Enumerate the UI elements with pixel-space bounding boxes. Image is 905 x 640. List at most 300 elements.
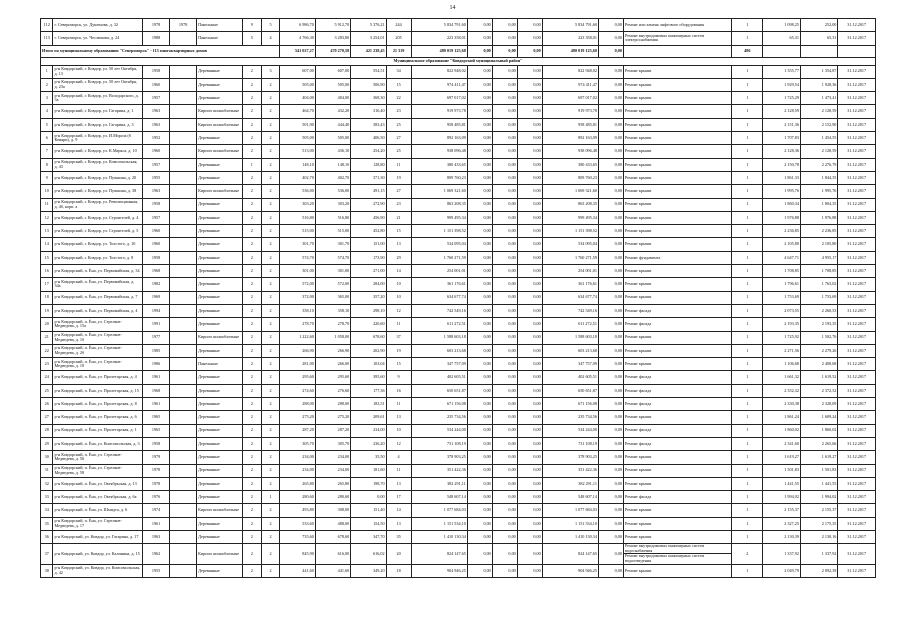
cell-p2: 2 328,09 [800, 398, 837, 411]
cell-fl: 2 [242, 185, 261, 198]
summary-cost: 480 019 125,68 [411, 45, 467, 57]
cell-work: Ремонт фундамента [623, 251, 731, 264]
cell-a2: 436,10 [315, 145, 350, 158]
cell-fl: 2 [242, 132, 261, 145]
cell-f1: 0,00 [467, 358, 492, 371]
cell-f4: 824 147,65 [542, 544, 598, 564]
cell-u: 1 [732, 225, 763, 238]
cell-p2: 1 976,88 [800, 211, 837, 224]
cell-wall: Панельные [197, 19, 243, 32]
cell-a3: 3 254,01 [351, 32, 386, 45]
cell-a3: 181,60 [351, 464, 386, 477]
cell-f3: 0,00 [517, 158, 542, 171]
cell-work: Ремонт фасада [623, 384, 731, 397]
cell-a2: 515,00 [315, 225, 350, 238]
cell-y1: 1955 [143, 171, 170, 184]
cell-n: 21 [41, 331, 53, 344]
cell-cost: 1 069 321,60 [411, 185, 467, 198]
cell-addr: р-н Ковдорский, г. Ковдор, ул. Гагарина, д. 1 [53, 105, 143, 118]
cell-f4: 809 760,23 [542, 171, 598, 184]
cell-f5: 0,00 [598, 564, 623, 577]
cell-addr: р-н Ковдорский, г. Ковдор, ул. 50 лет Октября, д. 23а [53, 78, 143, 91]
cell-addr: р-н Ковдорский, п. Ёна, ул. Пролетарская, д. 8 [53, 398, 143, 411]
cell-f4: 548 607,14 [542, 491, 598, 504]
cell-a2: 574,70 [315, 251, 350, 264]
cell-u: 1 [732, 265, 763, 278]
table-row [41, 19, 876, 32]
cell-n: 26 [41, 398, 53, 411]
cell-n: 3 [41, 92, 53, 105]
cell-work: Ремонт крыши [623, 411, 731, 424]
cell-y2 [170, 411, 197, 424]
cell-cost: 380 433,65 [411, 158, 467, 171]
cell-ent: 2 [261, 291, 280, 304]
cell-f2: 0,00 [492, 398, 517, 411]
cell-f1: 0,00 [467, 304, 492, 317]
cell-y2 [170, 118, 197, 131]
cell-f1: 0,00 [467, 530, 492, 543]
cell-f4: 822 948,02 [542, 65, 598, 78]
cell-addr: р-н Ковдорский, п. Ёна, ул. Первомайская, д. 4 [53, 304, 143, 317]
cell-y1: 1963 [143, 530, 170, 543]
cell-y2 [170, 318, 197, 331]
municipality-title: Муниципальное образование "Ковдорский муниципальный район" [41, 57, 876, 65]
cell-f4: 380 433,65 [542, 158, 598, 171]
summary-res: 21 319 [386, 45, 411, 57]
cell-a2: 5 912,70 [315, 19, 350, 32]
cell-u: 1 [732, 198, 763, 211]
cell-y1: 1965 [143, 424, 170, 437]
cell-n: 31 [41, 464, 53, 477]
table-row [41, 238, 876, 251]
cell-a2: 234,00 [315, 451, 350, 464]
cell-work: Ремонт крыши [623, 225, 731, 238]
cell-y2 [170, 171, 197, 184]
cell-f3: 0,00 [517, 304, 542, 317]
cell-cost: 999 495,34 [411, 211, 467, 224]
cell-dt: 31.12.2017 [838, 32, 876, 45]
cell-u: 1 [732, 251, 763, 264]
cell-dt: 31.12.2017 [838, 517, 876, 530]
table-row [41, 437, 876, 450]
cell-work: Ремонт крыши [623, 291, 731, 304]
cell-a3: 151,40 [351, 504, 386, 517]
cell-y1: 1976 [143, 491, 170, 504]
cell-work: Ремонт крыши [623, 198, 731, 211]
cell-work: Ремонт крыши [623, 145, 731, 158]
cell-n: 8 [41, 158, 53, 171]
cell-n: 24 [41, 371, 53, 384]
cell-a3: 177,36 [351, 384, 386, 397]
cell-wall: Кирпич шлакоблочные [197, 118, 243, 131]
cell-f4: 742 549,16 [542, 304, 598, 317]
cell-a3: 383,43 [351, 118, 386, 131]
cell-a3: 128,80 [351, 158, 386, 171]
cell-p2: 1 928,36 [800, 78, 837, 91]
cell-cost: 822 948,02 [411, 65, 467, 78]
cell-ent: 2 [261, 504, 280, 517]
cell-a2: 358,10 [315, 304, 350, 317]
cell-cost: 1 410 130,34 [411, 530, 467, 543]
cell-f2: 0,00 [492, 105, 517, 118]
cell-wall: Деревянные [197, 198, 243, 211]
cell-y1: 1982 [143, 278, 170, 291]
cell-addr: р-н Ковдорский, п. Ёна, ул. Пролетарская, д. 15 [53, 384, 143, 397]
cell-a1: 515,00 [280, 225, 315, 238]
cell-wall: Деревянные [197, 251, 243, 264]
cell-f2: 0,00 [492, 65, 517, 78]
cell-wall: Деревянные [197, 424, 243, 437]
cell-cost: 5 834 791,60 [411, 19, 467, 32]
cell-f3: 0,00 [517, 92, 542, 105]
cell-a2: 280,60 [315, 491, 350, 504]
cell-addr: р-н Ковдорский, п. Ёна, ул. Стрелков-Медведева, д. 58 [53, 464, 143, 477]
cell-n: 14 [41, 238, 53, 251]
cell-wall: Деревянные [197, 92, 243, 105]
cell-res: 23 [386, 105, 411, 118]
cell-work: Ремонт крыши [623, 118, 731, 131]
cell-a2: 305,70 [315, 437, 350, 450]
cell-f2: 0,00 [492, 19, 517, 32]
cell-f2: 0,00 [492, 464, 517, 477]
table-row [41, 530, 876, 543]
cell-f1: 0,00 [467, 344, 492, 357]
cell-fl: 2 [242, 411, 261, 424]
cell-ent: 2 [261, 118, 280, 131]
cell-f3: 0,00 [517, 564, 542, 577]
cell-f4: 603 213,68 [542, 344, 598, 357]
cell-a2: 3 283,80 [315, 32, 350, 45]
cell-f1: 0,00 [467, 411, 492, 424]
cell-work: Ремонт крыши [623, 65, 731, 78]
cell-a2: 404,00 [315, 92, 350, 105]
cell-u: 1 [732, 118, 763, 131]
cell-f4: 731 108,19 [542, 437, 598, 450]
cell-dt: 31.12.2017 [838, 171, 876, 184]
cell-f1: 0,00 [467, 251, 492, 264]
cell-n: 112 [41, 19, 53, 32]
cell-y1: 1994 [143, 304, 170, 317]
cell-p1: 1 501,83 [763, 464, 800, 477]
cell-a3: 154,50 [351, 517, 386, 530]
cell-cost: 958 485,81 [411, 118, 467, 131]
table-row [41, 398, 876, 411]
cell-f3: 0,00 [517, 19, 542, 32]
cell-ent: 2 [261, 105, 280, 118]
cell-y2 [170, 145, 197, 158]
cell-y2 [170, 304, 197, 317]
cell-f1: 0,00 [467, 105, 492, 118]
cell-f1: 0,00 [467, 211, 492, 224]
cell-work: Ремонт крыши [623, 358, 731, 371]
cell-addr: р-н Ковдорский, г. Ковдор, ул. Володарского, д. 3а [53, 92, 143, 105]
cell-cost: 863 208,35 [411, 198, 467, 211]
cell-a3: 254,20 [351, 145, 386, 158]
cell-ent: 5 [261, 19, 280, 32]
cell-ent: 2 [261, 358, 280, 371]
cell-f2: 0,00 [492, 118, 517, 131]
table-row [41, 564, 876, 577]
cell-dt: 31.12.2017 [838, 344, 876, 357]
cell-work: Ремонт внутридомовых инженерных систем электроснабжения [623, 32, 731, 45]
table-row [41, 371, 876, 384]
cell-a1: 505,00 [280, 78, 315, 91]
cell-f5: 0,00 [598, 145, 623, 158]
cell-f1: 0,00 [467, 371, 492, 384]
cell-wall: Деревянные [197, 158, 243, 171]
cell-f5: 0,00 [598, 477, 623, 490]
cell-fl: 2 [242, 105, 261, 118]
cell-res: 19 [386, 171, 411, 184]
cell-wall: Деревянные [197, 304, 243, 317]
cell-n: 20 [41, 318, 53, 331]
cell-f5: 0,00 [598, 384, 623, 397]
cell-f1: 0,00 [467, 424, 492, 437]
cell-cost: 824 147,65 [411, 544, 467, 564]
cell-fl: 2 [242, 171, 261, 184]
cell-addr: р-н Ковдорский, г. Ковдор, ул. Строителей, д. 5 [53, 225, 143, 238]
cell-a2: 301,70 [315, 238, 350, 251]
cell-ent: 4 [261, 32, 280, 45]
cell-y1: 1958 [143, 65, 170, 78]
cell-a2: 505,00 [315, 132, 350, 145]
cell-work: Ремонт или замена лифтового оборудования [623, 19, 731, 32]
cell-work: Ремонт фасада [623, 371, 731, 384]
cell-n: 34 [41, 504, 53, 517]
cell-a1: 281,00 [280, 358, 315, 371]
cell-f3: 0,00 [517, 251, 542, 264]
cell-n: 33 [41, 491, 53, 504]
cell-p1: 2 128,36 [763, 145, 800, 158]
cell-p1: 1 860,02 [763, 424, 800, 437]
cell-y2 [170, 358, 197, 371]
cell-f5: 0,00 [598, 251, 623, 264]
cell-a3: 298,10 [351, 304, 386, 317]
table-row [41, 78, 876, 91]
cell-p1: 65,31 [763, 32, 800, 45]
table-row [41, 265, 876, 278]
cell-f5: 0,00 [598, 291, 623, 304]
cell-y1: 1958 [143, 437, 170, 450]
cell-a2: 1 058,00 [315, 331, 350, 344]
cell-a1: 441,60 [280, 564, 315, 577]
cell-ent: 2 [261, 318, 280, 331]
cell-a1: 464,70 [280, 105, 315, 118]
cell-f2: 0,00 [492, 451, 517, 464]
cell-a2: 536,00 [315, 185, 350, 198]
cell-fl: 2 [242, 331, 261, 344]
cell-f5: 0,00 [598, 158, 623, 171]
cell-f4: 382 291,11 [542, 477, 598, 490]
cell-f2: 0,00 [492, 371, 517, 384]
cell-p2: 2 260,53 [800, 304, 837, 317]
cell-f3: 0,00 [517, 145, 542, 158]
cell-f1: 0,00 [467, 451, 492, 464]
cell-addr: р-н Ковдорский, ул. Ковдор, ул. Калинина, д. 15 [53, 544, 143, 564]
cell-f4: 938 096,48 [542, 145, 598, 158]
cell-addr: г. Североморск, ул. Чеслюкова, д. 24 [53, 32, 143, 45]
cell-f4: 974 411,47 [542, 78, 598, 91]
cell-u: 1 [732, 145, 763, 158]
cell-addr: р-н Ковдорский, п. Ёна, ул. Октябрьская, д. 6а [53, 491, 143, 504]
cell-f5: 0,00 [598, 371, 623, 384]
cell-res: 21 [386, 211, 411, 224]
cell-wall: Панельные [197, 358, 243, 371]
cell-f1: 0,00 [467, 185, 492, 198]
cell-p1: 1 929,54 [763, 78, 800, 91]
cell-work: Ремонт фасада [623, 437, 731, 450]
cell-ent: 2 [261, 398, 280, 411]
cell-a3: 272,90 [351, 198, 386, 211]
cell-y1: 1962 [143, 544, 170, 564]
cell-res: 27 [386, 132, 411, 145]
cell-fl: 2 [242, 464, 261, 477]
cell-f1: 0,00 [467, 158, 492, 171]
cell-f2: 0,00 [492, 411, 517, 424]
table-row [41, 411, 876, 424]
cell-cost: 697 017,02 [411, 92, 467, 105]
table-row [41, 331, 876, 344]
cell-p2: 1 995,76 [800, 185, 837, 198]
cell-wall: Деревянные [197, 564, 243, 577]
cell-f3: 0,00 [517, 238, 542, 251]
cell-res: 11 [386, 318, 411, 331]
table-row [41, 118, 876, 131]
cell-a1: 735,60 [280, 530, 315, 543]
cell-p1: 1 976,88 [763, 211, 800, 224]
cell-a1: 280,60 [280, 491, 315, 504]
cell-dt: 31.12.2017 [838, 491, 876, 504]
cell-ent: 2 [261, 158, 280, 171]
cell-ent: 3 [261, 65, 280, 78]
cell-work: Ремонт крыши [623, 504, 731, 517]
cell-n: 13 [41, 225, 53, 238]
cell-p2: 65,31 [800, 32, 837, 45]
cell-y1: 1957 [143, 158, 170, 171]
cell-res: 22 [386, 92, 411, 105]
cell-fl: 2 [242, 491, 261, 504]
cell-f1: 0,00 [467, 544, 492, 564]
cell-ent: 2 [261, 211, 280, 224]
cell-y2 [170, 530, 197, 543]
table-row [41, 504, 876, 517]
cell-y2 [170, 158, 197, 171]
cell-f1: 0,00 [467, 491, 492, 504]
cell-y1: 1958 [143, 251, 170, 264]
cell-n: 28 [41, 424, 53, 437]
cell-p2: 1 354,87 [800, 65, 837, 78]
cell-wall: Кирпич шлакоблочные [197, 145, 243, 158]
cell-f5: 0,00 [598, 211, 623, 224]
cell-wall: Кирпич шлакоблочные [197, 544, 243, 564]
cell-a3: 316,40 [351, 105, 386, 118]
cell-f1: 0,00 [467, 118, 492, 131]
cell-addr: р-н Ковдорский, п. Ёна, ул. Стрелков-Медведева, д. 2б [53, 344, 143, 357]
cell-wall: Деревянные [197, 318, 243, 331]
cell-f5: 0,00 [598, 225, 623, 238]
cell-f5: 0,00 [598, 304, 623, 317]
cell-f4: 1 069 321,60 [542, 185, 598, 198]
cell-y1: 1960 [143, 238, 170, 251]
cell-f3: 0,00 [517, 132, 542, 145]
cell-ent: 2 [261, 238, 280, 251]
cell-fl: 2 [242, 384, 261, 397]
cell-fl: 2 [242, 530, 261, 543]
cell-n: 35 [41, 517, 53, 530]
cell-a3: 202,90 [351, 344, 386, 357]
cell-f5: 0,00 [598, 118, 623, 131]
cell-a1: 288,00 [280, 398, 315, 411]
cell-dt: 31.12.2017 [838, 504, 876, 517]
cell-f3: 0,00 [517, 171, 542, 184]
cell-f4: 223 358,01 [542, 32, 598, 45]
cell-f3: 0,00 [517, 437, 542, 450]
summary-a3: 421 238,45 [351, 45, 386, 57]
cell-p1: 2 236,85 [763, 225, 800, 238]
cell-addr: р-н Ковдорский, г. Ковдор, ул. И.Мороза (б Кеняри), д. 9 [53, 132, 143, 145]
cell-y2 [170, 265, 197, 278]
cell-fl: 2 [242, 198, 261, 211]
cell-f2: 0,00 [492, 291, 517, 304]
cell-f4: 999 495,34 [542, 211, 598, 224]
cell-y1: 1978 [143, 464, 170, 477]
cell-a2: 288,00 [315, 398, 350, 411]
cell-a3: 35,50 [351, 451, 386, 464]
cell-a1: 513,00 [280, 145, 315, 158]
table-row [41, 477, 876, 490]
cell-p1: 2 341,60 [763, 437, 800, 450]
cell-p2: 2 408,68 [800, 358, 837, 371]
cell-u: 1 [732, 318, 763, 331]
cell-addr: р-н Ковдорский, п. Ёна, ул. Стрелков-Медведева, д. 10 [53, 358, 143, 371]
cell-cost: 742 549,16 [411, 304, 467, 317]
cell-f2: 0,00 [492, 544, 517, 564]
cell-fl: 2 [242, 517, 261, 530]
cell-f3: 0,00 [517, 265, 542, 278]
cell-f3: 0,00 [517, 291, 542, 304]
cell-f4: 650 651,87 [542, 384, 598, 397]
cell-dt: 31.12.2017 [838, 398, 876, 411]
cell-res: 15 [386, 78, 411, 91]
cell-a3: 271,00 [351, 265, 386, 278]
cell-y2 [170, 344, 197, 357]
cell-ent: 2 [261, 225, 280, 238]
cell-p2: 1 473,41 [800, 92, 837, 105]
cell-p1: 2 271,56 [763, 344, 800, 357]
cell-f3: 0,00 [517, 185, 542, 198]
cell-ent: 2 [261, 304, 280, 317]
cell-ent: 2 [261, 564, 280, 577]
cell-cost: 378 903,25 [411, 451, 467, 464]
table-row [41, 318, 876, 331]
table-row [41, 491, 876, 504]
cell-p1: 1 098,25 [763, 19, 800, 32]
cell-f2: 0,00 [492, 564, 517, 577]
cell-a1: 533,60 [280, 517, 315, 530]
table-row [41, 451, 876, 464]
cell-n: 22 [41, 344, 53, 357]
cell-a2: 287,20 [315, 424, 350, 437]
cell-a3: 395,60 [351, 371, 386, 384]
cell-p2: 2 155,37 [800, 504, 837, 517]
cell-u: 1 [732, 504, 763, 517]
cell-f3: 0,00 [517, 398, 542, 411]
cell-dt: 31.12.2017 [838, 158, 876, 171]
cell-cost: 548 607,14 [411, 491, 467, 504]
cell-dt: 31.12.2017 [838, 564, 876, 577]
cell-p2: 2 092,39 [800, 564, 837, 577]
cell-a1: 265,80 [280, 477, 315, 490]
